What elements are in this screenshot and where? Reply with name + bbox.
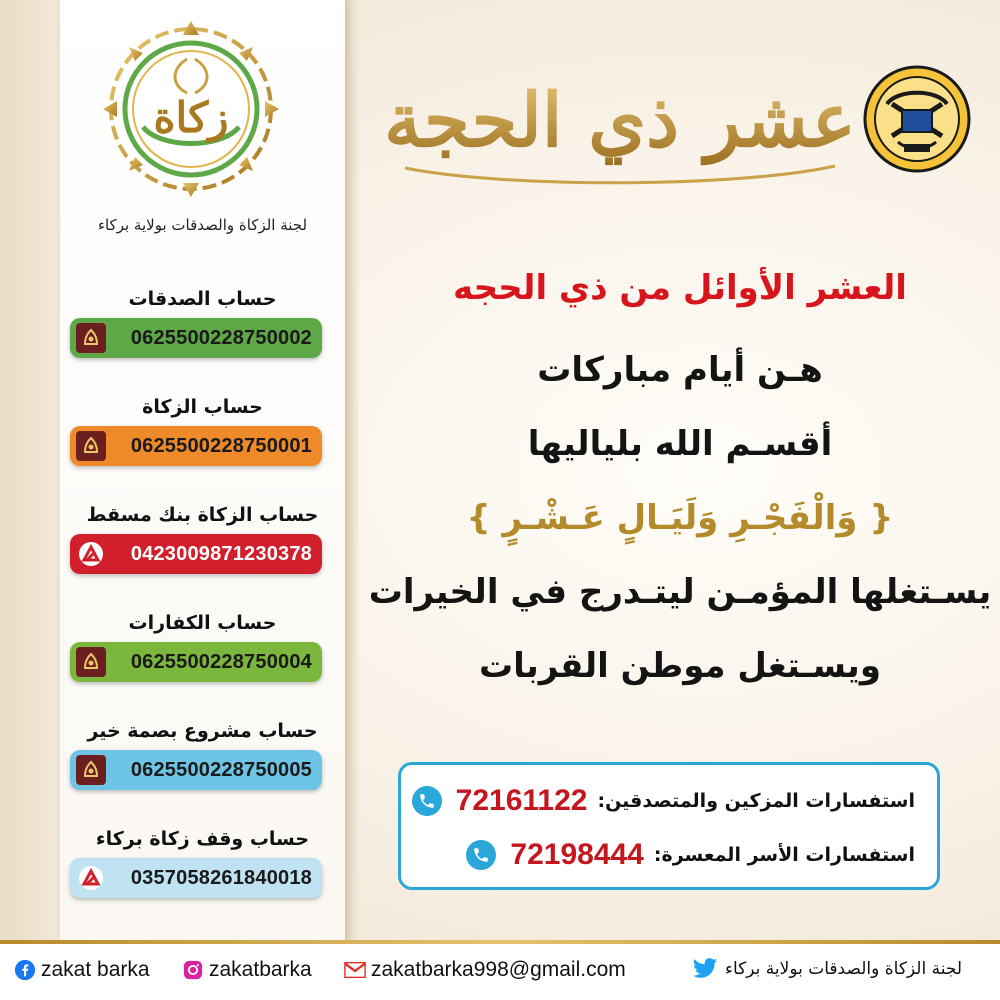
email-address: zakatbarka998@gmail.com bbox=[371, 958, 626, 981]
decorative-band-middle bbox=[345, 0, 359, 940]
facebook-handle: zakat barka bbox=[41, 958, 150, 981]
zakat-logo-icon bbox=[96, 14, 286, 204]
facebook-link[interactable] bbox=[14, 958, 150, 982]
bank-muscat-icon bbox=[76, 863, 106, 893]
phone-icon bbox=[412, 786, 442, 816]
account-title: حساب الزكاة bbox=[142, 396, 263, 418]
calligraphy-title bbox=[385, 38, 855, 198]
instagram-icon bbox=[182, 959, 204, 981]
contact-box bbox=[398, 762, 940, 890]
account-number: 0625500228750004 bbox=[130, 650, 312, 673]
contact-row-donors bbox=[401, 781, 937, 821]
message-line-2: هـن أيام مباركات bbox=[537, 350, 823, 390]
account-number: 0625500228750001 bbox=[130, 434, 312, 457]
account-title: حساب الزكاة بنك مسقط bbox=[86, 504, 319, 526]
account-title: حساب الكفارات bbox=[128, 612, 277, 634]
zakat-logo bbox=[96, 14, 286, 204]
message-line-6: ويسـتغل موطن القربات bbox=[479, 646, 881, 686]
contact-number[interactable]: 72198444 bbox=[510, 838, 644, 871]
quran-verse: { وَالْفَجْـرِ وَلَيَـالٍ عَـشْـرٍ } bbox=[466, 498, 894, 538]
account-number-pill[interactable] bbox=[70, 534, 322, 574]
headline: العشر الأوائل من ذي الحجه bbox=[453, 268, 907, 308]
instagram-handle: zakatbarka bbox=[209, 958, 312, 981]
contact-number[interactable]: 72161122 bbox=[455, 784, 588, 817]
calligraphy-text: عشر ذي الحجة bbox=[385, 78, 855, 164]
bank-logo-icon bbox=[76, 755, 106, 785]
account-number-pill[interactable] bbox=[70, 858, 322, 898]
account-number: 0625500228750005 bbox=[130, 758, 312, 781]
account-number: 0625500228750002 bbox=[130, 326, 312, 349]
account-title: حساب الصدقات bbox=[128, 288, 277, 310]
account-number-pill[interactable] bbox=[70, 426, 322, 466]
message-line-3: أقسـم الله بلياليها bbox=[527, 424, 833, 464]
twitter-link[interactable] bbox=[690, 958, 962, 980]
account-number: 0423009871230378 bbox=[130, 542, 312, 565]
account-number-pill[interactable] bbox=[70, 750, 322, 790]
bank-logo-icon bbox=[76, 647, 106, 677]
contact-label: استفسارات المزكين والمتصدقين: bbox=[597, 790, 915, 812]
email-link[interactable] bbox=[344, 958, 626, 982]
bank-muscat-icon bbox=[76, 539, 106, 569]
account-number-pill[interactable] bbox=[70, 318, 322, 358]
contact-row-families bbox=[401, 835, 937, 875]
svg-text:زكاة: زكاة bbox=[153, 93, 229, 142]
instagram-link[interactable] bbox=[182, 958, 312, 982]
account-title: حساب مشروع بصمة خير bbox=[87, 720, 318, 742]
phone-icon bbox=[466, 840, 496, 870]
oman-emblem-icon bbox=[862, 64, 972, 174]
twitter-handle: لجنة الزكاة والصدقات بولاية بركاء bbox=[725, 959, 962, 979]
message-line-5: يسـتغلها المؤمـن ليتـدرج في الخيرات bbox=[368, 572, 992, 612]
committee-caption: لجنة الزكاة والصدقات بولاية بركاء bbox=[97, 216, 308, 234]
facebook-icon bbox=[14, 959, 36, 981]
bank-logo-icon bbox=[76, 323, 106, 353]
twitter-icon bbox=[690, 958, 720, 980]
footer-bar bbox=[0, 944, 1000, 1000]
emblem bbox=[862, 64, 972, 174]
account-number: 0357058261840018 bbox=[130, 866, 312, 889]
account-number-pill[interactable] bbox=[70, 642, 322, 682]
bank-logo-icon bbox=[76, 431, 106, 461]
contact-label: استفسارات الأسر المعسرة: bbox=[653, 844, 915, 866]
account-title: حساب وقف زكاة بركاء bbox=[95, 828, 310, 850]
decorative-band-left bbox=[0, 0, 60, 940]
gmail-icon bbox=[344, 959, 366, 981]
